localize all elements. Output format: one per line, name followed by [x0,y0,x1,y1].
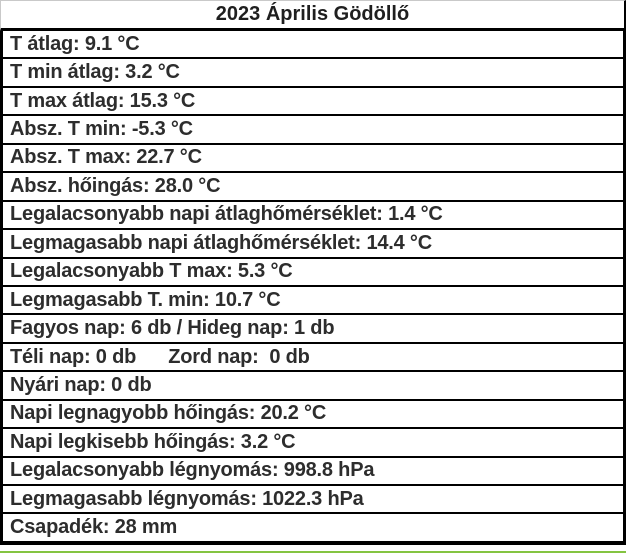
table-row [0,287,626,315]
table-row [0,514,626,544]
table-row [0,116,626,144]
table-row [0,88,626,116]
table-title [0,0,626,31]
row-label: Legalacsonyabb napi átlaghőmérséklet: 1.4 °C [10,203,443,226]
row-label: T átlag: 9.1 °C [10,32,140,55]
row-label: Legmagasabb napi átlaghőmérséklet: 14.4 °C [10,231,432,254]
table-row [0,429,626,457]
row-label: Nyári nap: 0 db [10,373,152,396]
row-label: T max átlag: 15.3 °C [10,89,196,112]
row-label: Absz. T min: -5.3 °C [10,118,193,141]
row-label: Absz. T max: 22.7 °C [10,146,202,169]
row-label: Csapadék: 28 mm [10,516,178,539]
row-label: T min átlag: 3.2 °C [10,61,180,84]
table-row [0,173,626,201]
table-row [0,259,626,287]
table-row [0,372,626,400]
row-label: Legmagasabb légnyomás: 1022.3 hPa [10,487,364,510]
table-row [0,486,626,514]
table-row [0,315,626,343]
row-label: Fagyos nap: 6 db / Hideg nap: 1 db [10,317,335,340]
row-label: Legalacsonyabb légnyomás: 998.8 hPa [10,459,375,482]
table-row [0,230,626,258]
table-title-text: 2023 Április Gödöllő [215,3,410,25]
row-label: Napi legnagyobb hőingás: 20.2 °C [10,402,327,425]
table-row [0,31,626,59]
row-label: Legmagasabb T. min: 10.7 °C [10,288,281,311]
table-row [0,202,626,230]
row-label: Téli nap: 0 db Zord nap: 0 db [10,345,310,368]
table-row [0,145,626,173]
row-label: Napi legkisebb hőingás: 3.2 °C [10,430,296,453]
row-label: Legalacsonyabb T max: 5.3 °C [10,260,293,283]
table-row [0,401,626,429]
table-row [0,344,626,372]
table-row [0,59,626,87]
row-label: Absz. hőingás: 28.0 °C [10,174,221,197]
table-row [0,458,626,486]
